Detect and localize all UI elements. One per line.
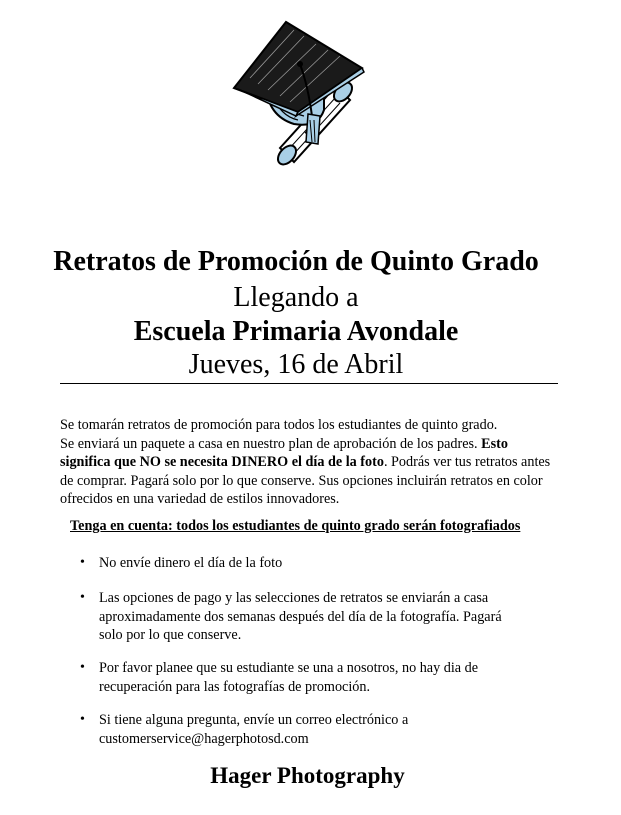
list-item-text: Si tiene alguna pregunta, envíe un correo electrónico a customerservice@hagerphotosd.com <box>99 712 409 747</box>
list-item <box>80 659 520 696</box>
event-date: Jueves, 16 de Abril <box>188 349 404 380</box>
intro-text-1: Se tomarán retratos de promoción para todos los estudiantes de quinto grado. <box>60 417 498 433</box>
intro-paragraph <box>60 416 560 509</box>
list-item <box>80 554 520 573</box>
list-item-text: Las opciones de pago y las selecciones de retratos se enviarán a casa aproximadamente dos semanas después del día de la fotografía. Pagará solo por lo que conserve. <box>99 590 502 643</box>
school-name: Escuela Primaria Avondale <box>133 316 459 347</box>
bullet-icon: • <box>80 555 85 570</box>
bullet-icon: • <box>80 660 85 675</box>
subtitle-arriving: Llegando a <box>233 282 359 313</box>
notice-heading: Tenga en cuenta: todos los estudiantes de quinto grado serán fotografiados <box>70 518 521 534</box>
graduation-cap-diploma-icon <box>228 16 368 176</box>
list-item <box>80 589 520 645</box>
bullet-icon: • <box>80 590 85 605</box>
intro-text-2: Se enviará un paquete a casa en nuestro plan de aprobación de los padres. <box>60 435 482 452</box>
company-name: Hager Photography <box>210 763 405 788</box>
list-item-text: No envíe dinero el día de la foto <box>99 555 283 571</box>
page-title: Retratos de Promoción de Quinto Grado <box>53 246 539 277</box>
heading-divider <box>60 383 558 384</box>
intro-bold-text: Esto significa que NO se necesita DINERO el día de la foto <box>60 435 508 470</box>
list-item <box>80 711 520 748</box>
bullet-icon: • <box>80 712 85 727</box>
list-item-text: Por favor planee que su estudiante se una a nosotros, no hay dia de recuperación para las fotografías de promoción. <box>99 660 479 695</box>
intro-text-3: . Podrás ver tus retratos antes de comprar. Pagará solo por lo que conserve. Sus opciones incluirán retratos en color ofrecidos en una variedad de estilos innovadores. <box>60 454 551 507</box>
